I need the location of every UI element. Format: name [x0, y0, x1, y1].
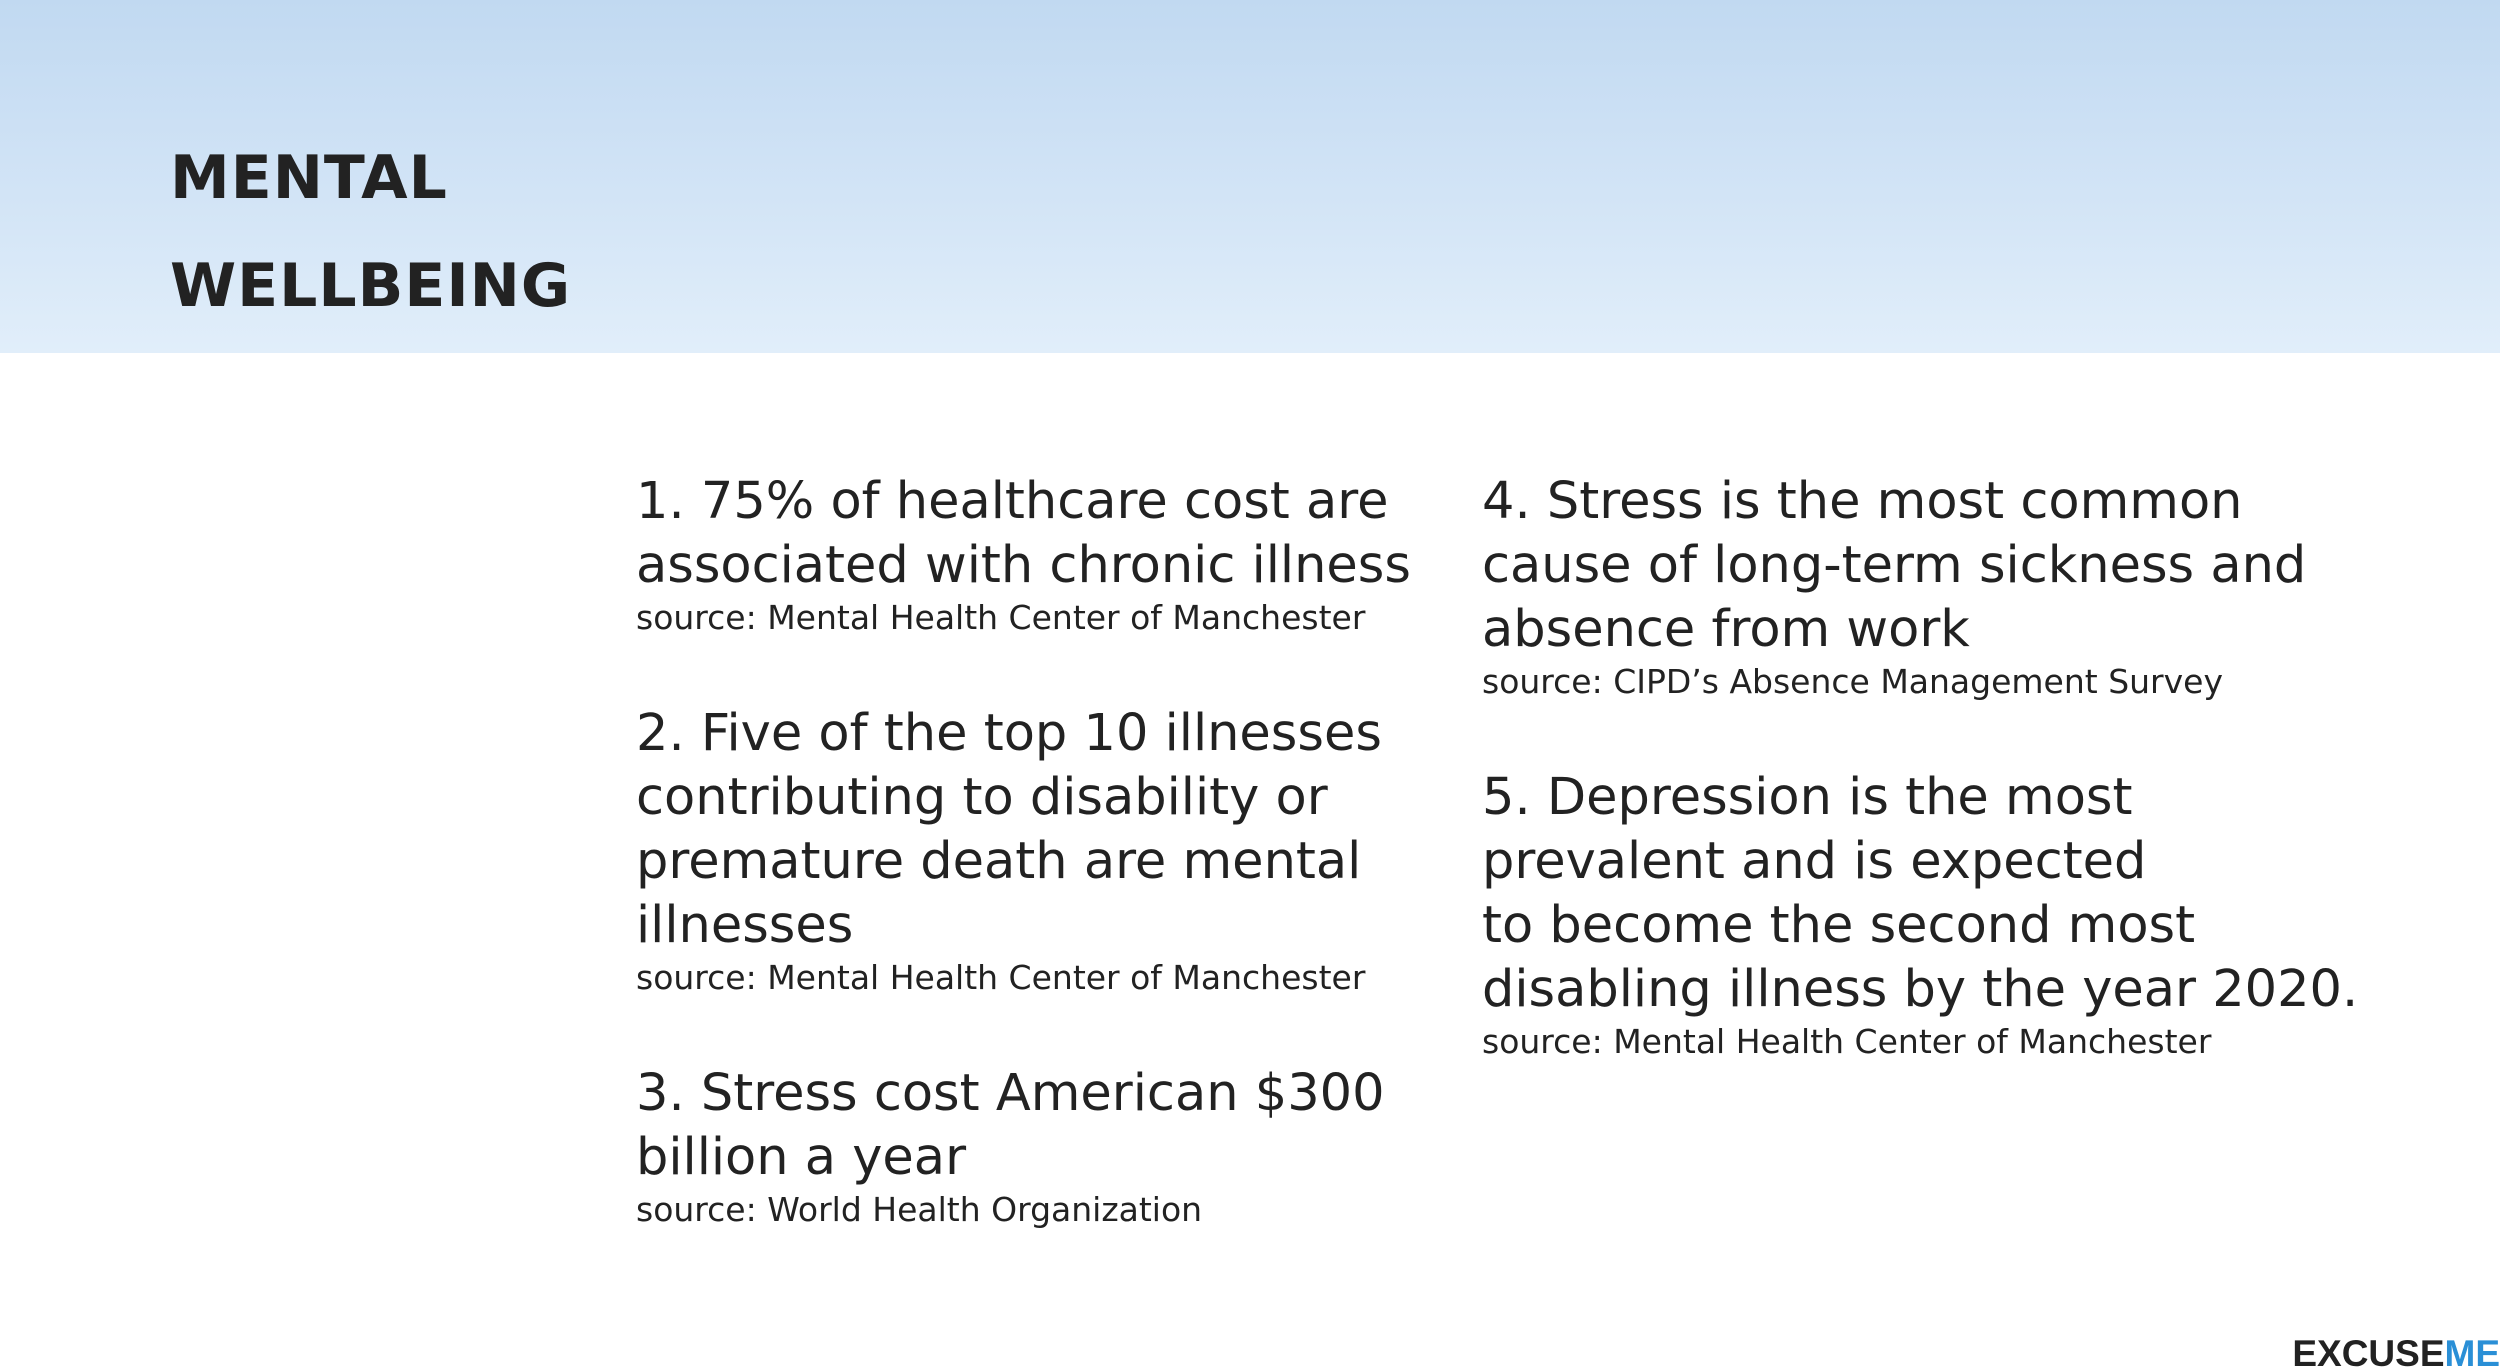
- stat-text-line: 4. Stress is the most common: [1482, 472, 2243, 531]
- brand-logo: [2292, 1332, 2500, 1369]
- stat-text-line: 3. Stress cost American $300: [636, 1064, 1385, 1123]
- stat-source: source: Mental Health Center of Manchester: [1482, 1022, 2212, 1061]
- stat-item-4: [1482, 470, 2342, 702]
- stat-text-line: disabling illness by the year 2020.: [1482, 960, 2359, 1019]
- stat-source: source: World Health Organization: [636, 1190, 1203, 1229]
- stat-text-line: to become the second most: [1482, 896, 2196, 955]
- stat-text-line: illnesses: [636, 896, 854, 955]
- brand-logo-excuse: EXCUSE: [2292, 1333, 2445, 1369]
- stat-item-5: [1482, 766, 2359, 1062]
- stat-text-line: absence from work: [1482, 600, 1970, 659]
- stat-item-1: [636, 470, 1411, 638]
- stat-text-line: contributing to disability or: [636, 768, 1328, 827]
- page-title: [170, 124, 571, 340]
- stats-column-right: [1482, 470, 2359, 1062]
- page-title-line-1: MENTAL: [170, 143, 448, 213]
- stat-text-line: prevalent and is expected: [1482, 832, 2147, 891]
- stat-text-line: billion a year: [636, 1128, 967, 1187]
- stat-text-line: premature death are mental: [636, 832, 1362, 891]
- stat-text-line: 5. Depression is the most: [1482, 768, 2133, 827]
- stat-text: [1482, 470, 2342, 662]
- stat-text-line: associated with chronic illness: [636, 536, 1411, 595]
- stat-item-3: [636, 1062, 1396, 1230]
- stat-text-line: 1. 75% of healthcare cost are: [636, 472, 1389, 531]
- stat-item-2: [636, 702, 1396, 998]
- stat-text-line: cause of long-term sickness and: [1482, 536, 2307, 595]
- brand-logo-me: ME: [2444, 1333, 2500, 1369]
- stat-text: [636, 702, 1396, 958]
- stat-text-line: 2. Five of the top 10 illnesses: [636, 704, 1382, 763]
- stats-column-left: [636, 470, 1411, 1230]
- stat-source: source: CIPD’s Absence Management Survey: [1482, 662, 2223, 701]
- stat-source: source: Mental Health Center of Manchester: [636, 598, 1366, 637]
- stat-text: [636, 1062, 1396, 1190]
- page-title-line-2: WELLBEING: [170, 251, 572, 321]
- stat-text: [1482, 766, 2359, 1022]
- stat-source: source: Mental Health Center of Manchester: [636, 958, 1366, 997]
- stat-text: [636, 470, 1411, 598]
